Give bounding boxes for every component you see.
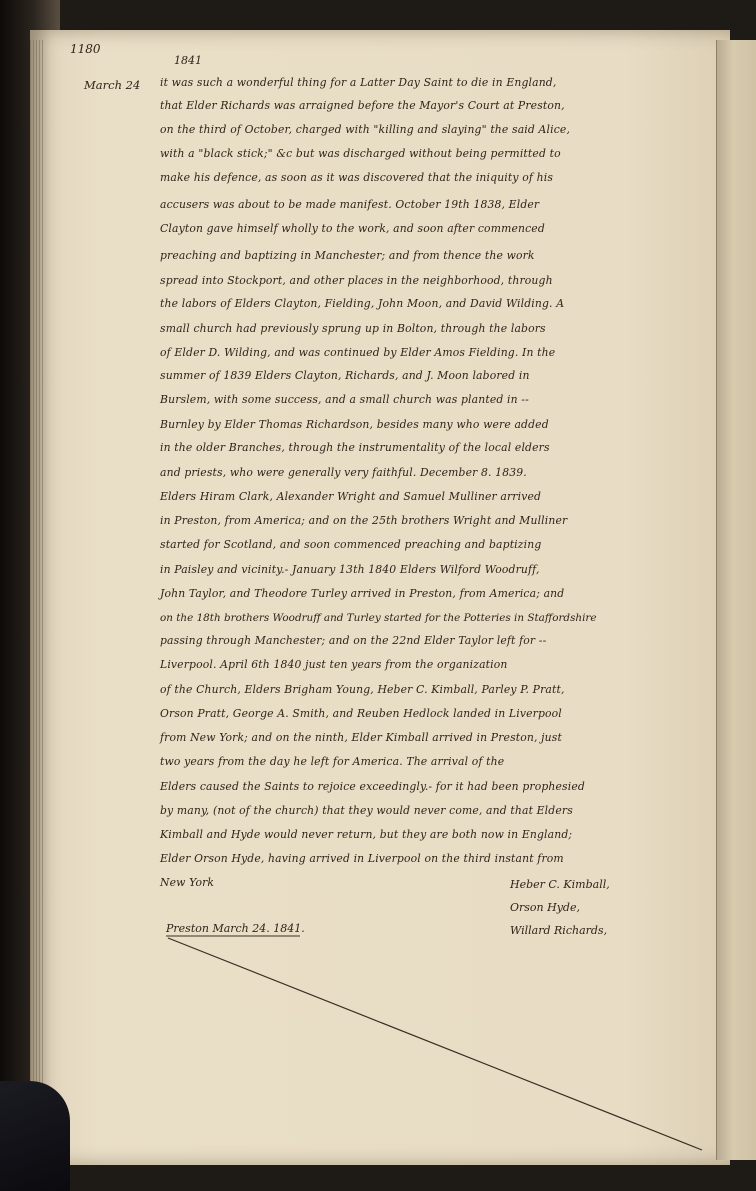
text-line: spread into Stockport, and other places in the neighborhood, through	[160, 274, 553, 287]
text-line: in Paisley and vicinity.- January 13th 1840 Elders Wilford Woodruff,	[160, 563, 540, 576]
year-heading: 1841	[174, 54, 202, 67]
signature-hyde: Orson Hyde,	[510, 901, 580, 914]
text-line: Liverpool. April 6th 1840 just ten years from the organization	[160, 658, 508, 671]
text-line: New York	[160, 876, 215, 889]
signature-kimball: Heber C. Kimball,	[510, 878, 610, 891]
text-line: that Elder Richards was arraigned before the Mayor's Court at Preston,	[160, 99, 565, 112]
text-line: Elders Hiram Clark, Alexander Wright and Samuel Mulliner arrived	[160, 490, 542, 503]
text-line: started for Scotland, and soon commenced preaching and baptizing	[160, 538, 542, 551]
text-line: in the older Branches, through the instrumentality of the local elders	[160, 441, 550, 454]
text-line: on the third of October, charged with "killing and slaying" the said Alice,	[160, 123, 571, 136]
text-line: from New York; and on the ninth, Elder Kimball arrived in Preston, just	[160, 731, 562, 744]
text-line: Orson Pratt, George A. Smith, and Reuben Hedlock landed in Liverpool	[160, 707, 562, 720]
text-line: Kimball and Hyde would never return, but they are both now in England;	[160, 828, 573, 841]
text-line: Elder Orson Hyde, having arrived in Liverpool on the third instant from	[160, 852, 564, 865]
text-line: of the Church, Elders Brigham Young, Heber C. Kimball, Parley P. Pratt,	[160, 683, 565, 696]
text-line: it was such a wonderful thing for a Latter Day Saint to die in England,	[160, 76, 557, 89]
text-line: John Taylor, and Theodore Turley arrived in Preston, from America; and	[160, 587, 565, 600]
text-line: of Elder D. Wilding, and was continued by Elder Amos Fielding. In the	[160, 346, 556, 359]
text-line: in Preston, from America; and on the 25th brothers Wright and Mulliner	[160, 514, 568, 527]
text-line: Burslem, with some success, and a small church was planted in --	[160, 393, 529, 406]
text-line: make his defence, as soon as it was discovered that the iniquity of his	[160, 171, 554, 184]
text-line: and priests, who were generally very faithful. December 8. 1839.	[160, 466, 527, 479]
text-line: small church had previously sprung up in Bolton, through the labors	[160, 322, 546, 335]
text-line: Elders caused the Saints to rejoice exceedingly.- for it had been prophesied	[160, 780, 585, 793]
text-line: accusers was about to be made manifest. October 19th 1838, Elder	[160, 198, 540, 211]
text-line: the labors of Elders Clayton, Fielding, John Moon, and David Wilding. A	[160, 297, 565, 310]
text-line: on the 18th brothers Woodruff and Turley started for the Potteries in Staffordshire	[160, 612, 597, 624]
text-line: passing through Manchester; and on the 22nd Elder Taylor left for --	[160, 634, 547, 647]
margin-date: March 24	[84, 78, 141, 92]
text-line: by many, (not of the church) that they would never come, and that Elders	[160, 804, 573, 817]
text-line: Burnley by Elder Thomas Richardson, besides many who were added	[160, 418, 549, 431]
text-line: preaching and baptizing in Manchester; and from thence the work	[160, 249, 535, 262]
text-line: two years from the day he left for America. The arrival of the	[160, 755, 505, 768]
signature-richards: Willard Richards,	[510, 924, 608, 937]
text-line: with a "black stick;" &c but was discharged without being permitted to	[160, 147, 561, 160]
text-line: summer of 1839 Elders Clayton, Richards, and J. Moon labored in	[160, 369, 530, 382]
text-line: Clayton gave himself wholly to the work, and soon after commenced	[160, 222, 545, 235]
page-number: 1180	[70, 42, 101, 56]
place-date: Preston March 24. 1841.	[166, 922, 305, 935]
